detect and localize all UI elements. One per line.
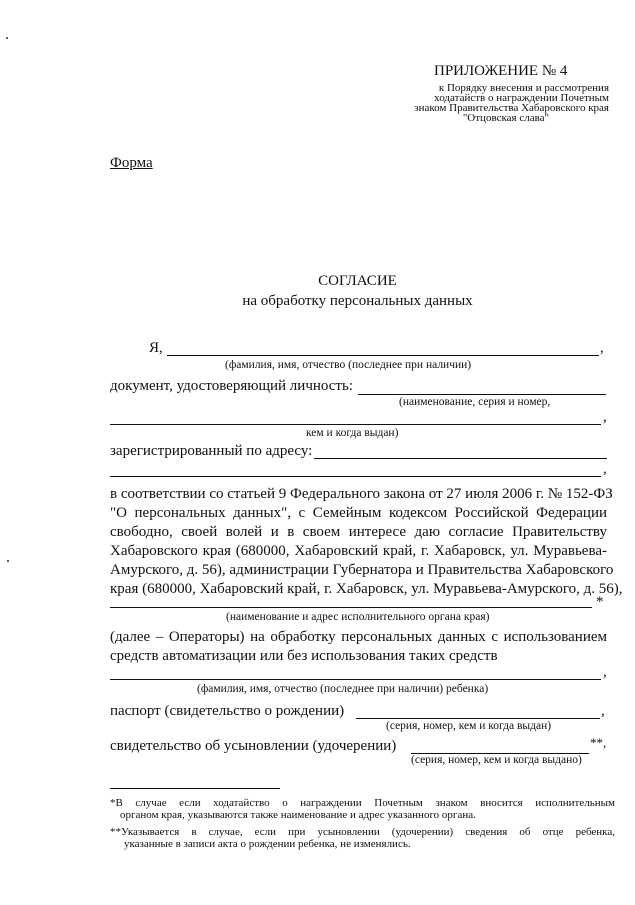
paragraph-line: Хабаровского края (680000, Хабаровский край, г. Хабаровск, ул. Муравьева- <box>110 543 607 559</box>
operator-asterisk: * <box>596 594 604 610</box>
operator-line[interactable] <box>110 607 592 608</box>
scan-speck <box>7 560 9 562</box>
document-caption-1: (наименование, серия и номер, <box>399 396 551 408</box>
child-caption: (фамилия, имя, отчество (последнее при наличии) ребенка) <box>197 683 489 695</box>
adoption-mark: **, <box>590 735 607 750</box>
passport-line[interactable] <box>356 718 600 719</box>
fio-caption: (фамилия, имя, отчество (последнее при наличии) <box>225 359 472 371</box>
appendix-line: "Отцовская слава" <box>462 112 549 124</box>
paragraph-line: края (680000, Хабаровский край, г. Хабаровск, ул. Муравьева-Амурского, д. 56), <box>110 581 623 597</box>
paragraph-line: Амурского, д. 56), администрации Губернатора и Правительства Хабаровского <box>110 562 614 578</box>
document-line-2[interactable] <box>110 424 601 425</box>
paragraph-line: "О персональных данных", с Семейным кодексом Российской Федерации <box>110 505 607 521</box>
scan-speck <box>6 37 8 39</box>
document-label: документ, удостоверяющий личность: <box>110 378 353 394</box>
address-comma: , <box>603 461 607 477</box>
appendix-line: знаком Правительства Хабаровского края <box>414 102 609 114</box>
child-comma: , <box>603 664 607 680</box>
adoption-caption: (серия, номер, кем и когда выдано) <box>411 754 582 766</box>
operator-caption: (наименование и адрес исполнительного органа края) <box>226 611 490 623</box>
footnote-1-line-1: *В случае если ходатайство о награждении Почетным знаком вносится исполнительным <box>110 797 615 809</box>
footnote-separator <box>110 788 280 789</box>
appendix-line: ходатайств о награждении Почетным <box>434 92 609 104</box>
paragraph-line: в соответствии со статьей 9 Федерального закона от 27 июля 2006 г. № 152-ФЗ <box>110 486 613 502</box>
footnote-2-line-2: указанные в записи акта о рождении ребенка, не изменялись. <box>124 838 411 850</box>
document-comma: , <box>603 409 607 425</box>
ya-label: Я, <box>149 340 163 356</box>
address-line-1[interactable] <box>314 458 607 459</box>
fio-comma: , <box>600 340 604 356</box>
paragraph2-line: (далее – Операторы) на обработку персональных данных с использованием <box>110 629 607 645</box>
footnote-1-line-2: органом края, указываются также наименование и адрес указанного органа. <box>120 809 476 821</box>
passport-caption: (серия, номер, кем и когда выдан) <box>386 720 552 732</box>
passport-comma: , <box>601 703 605 719</box>
form-label: Форма <box>110 155 153 171</box>
footnote-1 <box>110 797 615 821</box>
child-name-line[interactable] <box>110 679 601 680</box>
footnote-2 <box>110 826 615 850</box>
doc-subtitle: на обработку персональных данных <box>242 293 473 309</box>
address-label: зарегистрированный по адресу: <box>110 443 313 459</box>
document-caption-2: кем и когда выдан) <box>306 427 399 439</box>
address-line-2[interactable] <box>110 476 601 477</box>
appendix-line: к Порядку внесения и рассмотрения <box>438 82 609 94</box>
document-line-1[interactable] <box>358 394 606 395</box>
appendix-title: ПРИЛОЖЕНИЕ № 4 <box>434 63 568 79</box>
paragraph-line: свободно, своей волей и в своем интересе даю согласие Правительству <box>110 524 607 540</box>
fio-line[interactable] <box>167 355 599 356</box>
adoption-label: свидетельство об усыновлении (удочерении) <box>110 738 397 754</box>
doc-title: СОГЛАСИЕ <box>318 273 397 289</box>
paragraph2-line: средств автоматизации или без использования таких средств <box>110 648 498 664</box>
passport-label: паспорт (свидетельство о рождении) <box>110 703 345 719</box>
appendix-subtitle <box>349 83 609 123</box>
footnote-2-line-1: **Указывается в случае, если при усыновлении (удочерении) сведения об отце ребенка, <box>110 826 615 838</box>
